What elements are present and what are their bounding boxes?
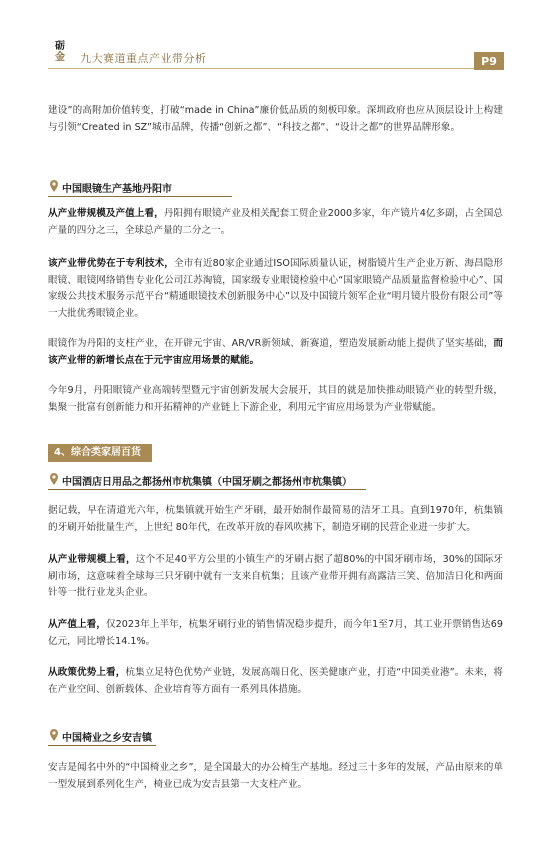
paragraph-body: 全市有近80家企业通过ISO国际质量认证，树脂镜片生产企业万新、海昌隐形眼镜、眼镜网络销售专业化公司江苏淘镜，国家级专业眼镜检验中心“国家眼镜产品质量监督检验中心”、国家级公共技术服务示范平台“精通眼镜技术创新服务中心”以及中国镜片领军企业“明月镜片股份有限公司”等一大批优秀眼镜企业。 — [48, 258, 503, 319]
section-heading-danyang — [48, 178, 232, 198]
danyang-paragraph-2 — [48, 256, 503, 322]
paragraph-lead: 从产业带规模上看， — [48, 554, 136, 565]
logo-text-top: 砺 — [55, 41, 65, 52]
paragraph-body: 眼镜作为丹阳的支柱产业，在开辟元宇宙、AR/VR新领域、新赛道，塑造发展新动能上提供了坚实基础， — [48, 338, 494, 349]
section-heading-label: 中国椅业之乡安吉镇 — [62, 733, 152, 744]
danyang-paragraph-1 — [48, 206, 503, 239]
paragraph-body: 丹阳拥有眼镜产业及相关配套工贸企业2000多家，年产镜片4亿多副，占全国总产量的四分之三，全球总产量的二分之一。 — [48, 208, 503, 236]
location-pin-icon — [50, 180, 58, 192]
intro-paragraph: 建设”的高附加价值转变，打破“made in China”廉价低品质的刻板印象。深圳政府也应从顶层设计上构建与引领“Created in SZ”城市品牌，传播“创新之都”、“科技之都”、“设计之都”的世界品牌形象。 — [48, 105, 503, 133]
paragraph-lead: 从产业带规模及产值上看， — [48, 208, 164, 219]
paragraph-body: 杭集立足特色优势产业链，发展高端日化、医美健康产业，打造“中国美业港”。未来，将在产业空间、创新载体、企业培育等方面有一系列具体措施。 — [48, 667, 503, 695]
page-number-badge: P9 — [474, 52, 504, 70]
paragraph-lead: 从产值上看， — [48, 619, 106, 630]
category-banner: 4、综合类家居百货 — [48, 444, 152, 462]
paragraph-emphasis: 而该产业带的新增长点在于元宇宙应用场景的赋能。 — [48, 338, 503, 366]
page-header — [0, 0, 550, 78]
hangji-paragraph-3 — [48, 617, 503, 650]
paragraph-lead: 该产业带优势在于专利技术， — [48, 258, 174, 269]
header-title: 九大赛道重点产业带分析 — [80, 52, 207, 65]
section-heading-anji — [48, 727, 156, 747]
paragraph-body: 这个不足40平方公里的小镇生产的牙刷占据了超80%的中国牙刷市场，30%的国际牙刷市场，这意味着全球每三只牙刷中就有一支来自杭集；且该产业带开拥有高露洁三笑、倍加洁日化和两面针等一批行业龙头企业。 — [48, 554, 504, 598]
paragraph-lead: 从政策优势上看， — [48, 667, 126, 678]
header-divider — [48, 68, 480, 69]
heading-underline — [48, 745, 156, 746]
heading-underline — [48, 489, 366, 490]
brand-logo — [48, 40, 72, 64]
section-heading-label: 中国眼镜生产基地丹阳市 — [62, 184, 172, 195]
section-heading-hangji — [48, 471, 366, 491]
logo-text-bottom: 金 — [55, 52, 65, 63]
heading-underline — [48, 196, 232, 197]
section-heading-label: 中国酒店日用品之都扬州市杭集镇（中国牙刷之都扬州市杭集镇） — [62, 477, 352, 488]
anji-paragraph-1: 安吉是闻名中外的“中国椅业之乡”，是全国最大的办公椅生产基地。经过三十多年的发展，产品由原来的单一型发展到系列化生产，椅业已成为安吉县第一大支柱产业。 — [48, 762, 503, 790]
hangji-paragraph-2 — [48, 552, 503, 602]
danyang-paragraph-3 — [48, 336, 503, 369]
hangji-paragraph-4 — [48, 665, 503, 698]
danyang-paragraph-4: 今年9月，丹阳眼镜产业高端转型暨元宇宙创新发展大会展开，其目的就是加快推动眼镜产业的转型升级，集聚一批富有创新能力和开拓精神的产业链上下游企业，利用元宇宙应用场景为产业带赋能。 — [48, 385, 503, 413]
location-pin-icon — [50, 729, 58, 741]
hangji-paragraph-1: 据记载，早在清道光六年，杭集镇就开始生产牙刷，最开始制作最简易的洁牙工具。直到1970年，杭集镇的牙刷开始批量生产，上世纪 80年代，在改革开放的春风吹拂下，制造牙刷的民营企业进一步扩大。 — [48, 505, 503, 533]
paragraph-body: 仅2023年上半年，杭集牙刷行业的销售情况稳步提升，而今年1至7月，其工业开票销售达69亿元，同比增长14.1%。 — [48, 619, 503, 647]
location-pin-icon — [50, 473, 58, 485]
